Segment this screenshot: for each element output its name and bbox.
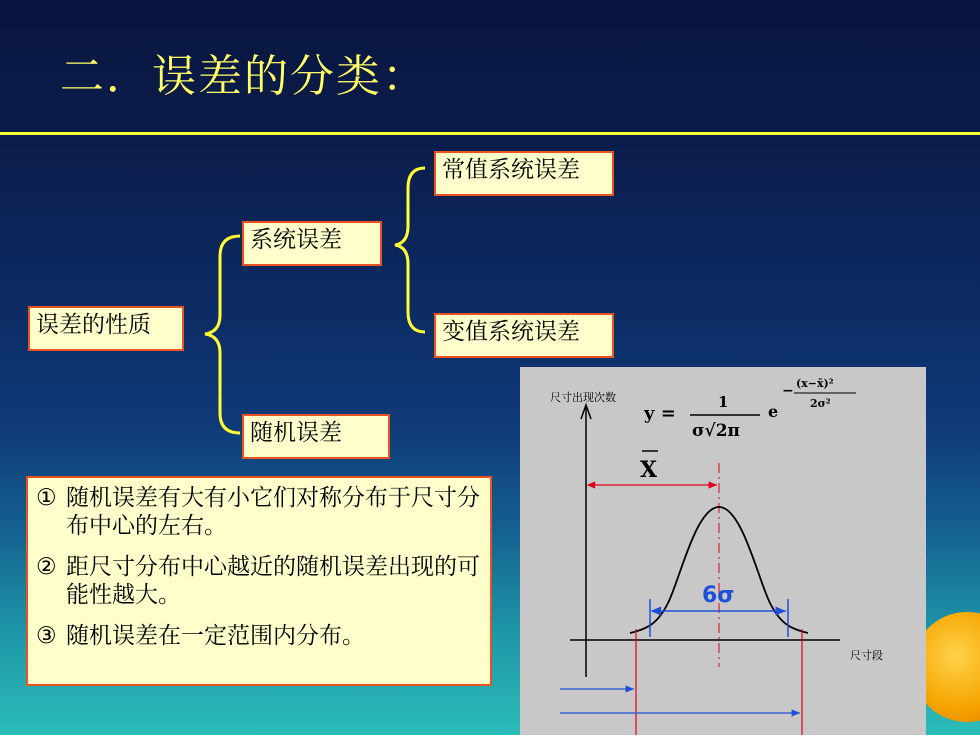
note-text: 随机误差在一定范围内分布。 — [66, 623, 365, 649]
note-number: ② — [36, 554, 57, 580]
formula-denominator: σ√2π — [692, 421, 740, 441]
normal-distribution-figure — [520, 367, 926, 735]
six-sigma-label: 6σ — [702, 583, 735, 608]
y-axis-label: 尺寸出现次数 — [550, 391, 616, 404]
mean-label: X — [640, 457, 658, 483]
formula-lhs: y = — [644, 403, 676, 424]
note-item — [36, 484, 482, 540]
root-box-error-nature: 误差的性质 — [28, 306, 184, 351]
formula-exp-denominator: 2σ² — [810, 397, 831, 410]
normal-distribution-formula — [643, 377, 856, 441]
x-axis-label: 尺寸段 — [850, 649, 883, 662]
note-number: ① — [36, 485, 57, 511]
random-error-box: 随机误差 — [242, 414, 390, 459]
constant-systematic-error-box: 常值系统误差 — [434, 151, 614, 196]
note-item — [36, 553, 482, 609]
left-brace — [205, 236, 240, 433]
note-item — [36, 622, 482, 650]
note-text: 距尺寸分布中心越近的随机误差出现的可能性越大。 — [66, 554, 480, 608]
note-text: 随机误差有大有小它们对称分布于尺寸分布中心的左右。 — [66, 485, 480, 539]
random-error-notes — [26, 476, 492, 686]
variable-systematic-error-box: 变值系统误差 — [434, 313, 614, 358]
formula-exp-numerator: (x−x̄)² — [796, 377, 834, 390]
systematic-error-box: 系统误差 — [242, 221, 382, 266]
note-number: ③ — [36, 623, 57, 649]
formula-numerator: 1 — [718, 393, 729, 411]
right-brace — [395, 168, 425, 332]
slide-title: 二．误差的分类： — [60, 51, 428, 102]
distribution-figure-panel — [520, 367, 926, 735]
formula-base: e — [768, 402, 779, 421]
formula-exp-sign: − — [782, 383, 794, 399]
